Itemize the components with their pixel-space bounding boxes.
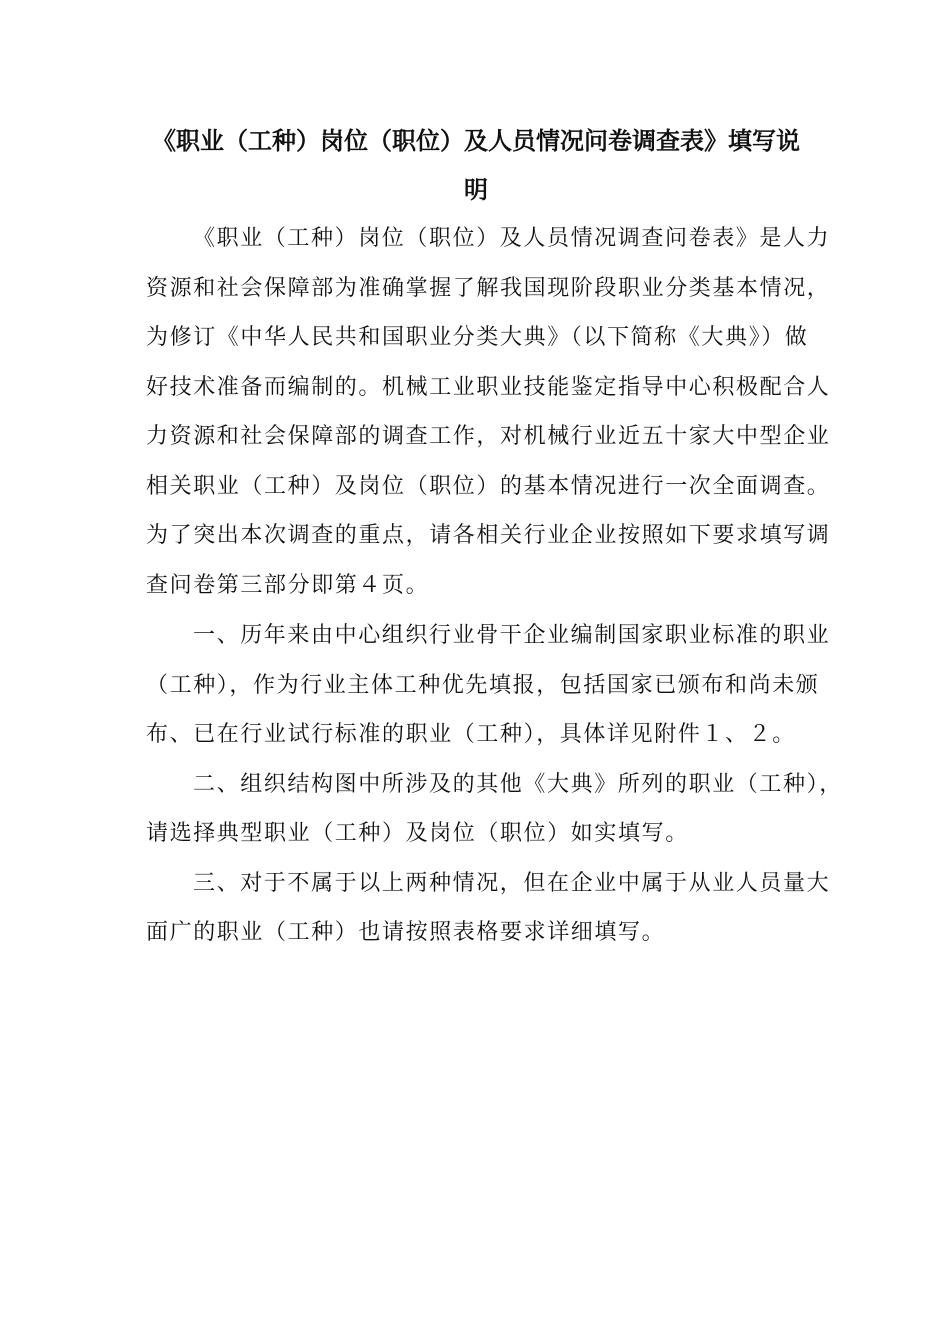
paragraph-line: 力资源和社会保障部的调查工作，对机械行业近五十家大中型企业 — [146, 424, 831, 449]
paragraph-line: 好技术准备而编制的。机械工业职业技能鉴定指导中心积极配合人 — [146, 375, 831, 400]
paragraph-line: 相关职业（工种）及岗位（职位）的基本情况进行一次全面调查。 — [146, 474, 831, 499]
paragraph-line: 三、对于不属于以上两种情况，但在企业中属于从业人员量大 — [193, 871, 831, 896]
document-title-line-2: 明 — [464, 175, 488, 204]
document-title-line-1: 《职业（工种）岗位（职位）及人员情况问卷调查表》填写说 — [152, 126, 800, 155]
paragraph-line: 为修订《中华人民共和国职业分类大典》（以下简称《大典》）做 — [146, 325, 809, 350]
paragraph-line: 二、组织结构图中所涉及的其他《大典》所列的职业（工种）， — [193, 772, 843, 797]
paragraph-line: 一、历年来由中心组织行业骨干企业编制国家职业标准的职业 — [193, 623, 831, 648]
paragraph-line: 查问卷第三部分即第４页。 — [146, 573, 430, 598]
paragraph-line: 《职业（工种）岗位（职位）及人员情况调查问卷表》是人力 — [193, 226, 831, 251]
paragraph-line: 资源和社会保障部为准确掌握了解我国现阶段职业分类基本情况， — [146, 276, 831, 301]
paragraph-line: 为了突出本次调查的重点，请各相关行业企业按照如下要求填写调 — [146, 523, 831, 548]
paragraph-line: （工种），作为行业主体工种优先填报，包括国家已颁布和尚未颁 — [146, 673, 820, 698]
paragraph-line: 布、已在行业试行标准的职业（工种），具体详见附件１、２。 — [146, 722, 796, 747]
paragraph-line: 请选择典型职业（工种）及岗位（职位）如实填写。 — [146, 821, 689, 846]
paragraph-line: 面广的职业（工种）也请按照表格要求详细填写。 — [146, 920, 666, 945]
